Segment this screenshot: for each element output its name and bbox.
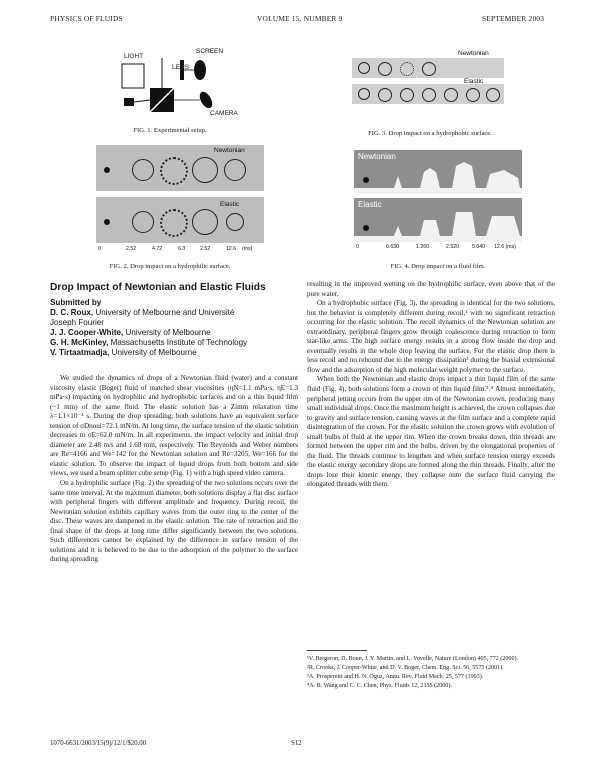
fig2-spread-ring [132,211,154,233]
fig3-drop-ring [400,62,414,76]
fig4-caption: FIG. 4. Drop impact on a fluid film. [390,263,486,270]
fig3-drop-ring [400,88,414,102]
paragraph: We studied the dynamics of drops of a Newtonian fluid (water) and a constant viscosity elastic (Boger) fluid of matched shear viscosities (ηN=1.1 mPa·s, ηE=1.3 mPa·s) impacting on hydrophilic and hydrophobic surfaces and on a thin liquid film (~1 mm) of the same fluid. The elastic solution has a Zimm relaxation time λ=1.1×10⁻⁴ s. During the drop spreading, both solutions have an equivalent surface tension of σDnoui=72.1 mN/m. At long time, the surface tension of the elastic solution decreases to σE=62.0 mN/m. In all experiments, the impact velocity and initial drop diameter are 2.48 m/s and 1.68 mm, respectively. The Reynolds and Weber numbers are Re=4166 and We=142 for the Newtonian solution and Re=3205, We=166 for the elastic solution. To observe the impact of liquid drops from both bottom and side views, we used a beam splitter cube setup (Fig. 1) with a high speed video camera. [50,374,298,478]
fig2-tick: 0 [98,246,101,252]
author-line: Joseph Fourier [50,318,104,327]
fig2-spread-ring [132,159,154,181]
fig2-tick: 2.52 [200,246,211,252]
author-line: G. H. McKinley, Massachusetts Institute of Technology [50,338,248,347]
article-title: Drop Impact of Newtonian and Elastic Fluids [50,282,266,293]
fig3-caption: FIG. 3. Drop impact on a hydrophobic surface. [368,130,492,137]
fig2-tick: (ms) [242,246,253,252]
fig1-label-light: LIGHT [124,53,144,60]
paragraph: On a hydrophobic surface (Fig. 3), the spreading is identical for the two solutions, but the behavior is completely different during recoil,¹ with no significant retraction occurring for the elastic solution. The recoil dynamics of the Newtonian solution are extraordinary, peripheral fingers grow through coalescence during retraction to form star-like arms. The high surface energy results in a strong flow inside the drop and eventually results in the whole drop leaving the surface. For the elastic drop there is less recoil and no rebound due to the energy dissipation² during the biaxial extensional flow and the adsorption of the high molecular weight polymer to the surface. [307,299,555,374]
issue-date: SEPTEMBER 2003 [482,14,545,23]
fig3-drop-ring [378,62,392,76]
fig3-drop-ring [378,88,392,102]
right-column [307,280,555,490]
fig4-tick: 0 [356,244,359,250]
volume-number: VOLUME 15, NUMBER 9 [257,14,343,23]
author-line: D. C. Roux, University of Melbourne and Université [50,308,235,317]
reference-item: ³A. Prosperetti and H. N. Oguz, Annu. Rev. Fluid Mech. 25, 577 (1993). [307,674,484,681]
fig4-row-label-newtonian: Newtonian [358,152,396,161]
fig4-tick: 1.260 [416,244,429,250]
fig2-row-label-elastic: Elastic [220,201,240,208]
fig2-spread-ring [160,209,188,237]
fig2-drop [104,219,110,225]
submitted-by: Submitted by [50,298,102,307]
fig1-label-camera: CAMERA [210,110,238,117]
fig2-tick: 2.52 [126,246,137,252]
fig2-spread-ring [192,209,218,235]
paragraph: On a hydrophilic surface (Fig. 2) the spreading of the two solutions occurs over the same time interval. At the maximum diameter, both solutions display a flat disc surface with peripheral fingers with different amplitude and frequency. During recoil, the Newtonian solution exhibits capillary waves from the outer ring to the center of the disc. These waves are dampened in the elastic solution. The rate of retraction and the final shape of the drops at long time differ significantly between the two solutions. Such differences cannot be explained by the difference in surface tension of the solutions and it is believed to be due to the adsorption of the polymer to the surface during spreading [50,479,298,564]
page-number: S12 [291,740,302,747]
paragraph: resulting in the improved wetting on the hydrophilic surface, even above that of the pure water. [307,280,555,298]
fig2-tick: 6.3 [178,246,186,252]
fig3-drop-ring [444,88,458,102]
references-divider [307,650,367,651]
reference-item: ²R. Crooks, J. Cooper-White, and D. V. Boger, Chem. Eng. Sci. 56, 5575 (2001). [307,665,504,672]
fig3-drop-ring [422,62,436,76]
reference-item: ⁴A. B. Wang and C. C. Chen, Phys. Fluids 12, 2155 (2000). [307,683,452,690]
fig4-tick: 0.630 [386,244,399,250]
references [307,655,555,691]
fig3-row-label-elastic: Elastic [464,78,484,85]
fig4-tick: 5.040 [472,244,485,250]
fig4-tick: 2.520 [446,244,459,250]
footer-code: 1070-6631/2003/15(9)/12/1/$20.00 [50,740,147,747]
fig2-spread-ring [224,159,246,181]
figure-4 [354,150,522,252]
reference-item: ¹V. Bergeron, D. Bonn, J. Y. Martin, and L. Vovelle, Nature (London) 405, 772 (2000). [307,656,519,662]
fig2-tick: 12.6 [226,246,237,252]
journal-name: PHYSICS OF FLUIDS [50,14,123,23]
fig2-tick: 4.72 [152,246,163,252]
figure-2 [96,145,264,255]
fig1-label-screen: SCREEN [196,48,224,55]
fig1-caption: FIG. 1. Experimental setup. [133,127,207,134]
fig3-drop-ring [358,62,370,74]
paragraph: When both the Newtonian and elastic drops impact a thin liquid film of the same fluid (Fig. 4), both solutions form a crown of thin liquid film.³˒⁴ Almost immediately, peripheral jetting occurs from the upper rim of the Newtonian crown, producing many small individual drops. Once the maximum height is achieved, the crown collapses due to gravity and surface tension, causing waves at the film surface and a complete rapid disintegration of the crown. For the elastic solution the crown grows with evolution of small bulbs of fluid at the upper rim. When the crown breaks down, thin threads are formed between the upper rim and the bulbs, driven by the elongational properties of the fluid. The threads continue to lengthen and when surface tension energy exceeds the elastic energy secondary drops are formed along the thin threads. Finally, after the drops lose their kinetic energy, they collapse onto the surface fluid carrying the elongated threads with them. [307,375,555,489]
fig3-drop-ring [486,88,500,102]
fig1-label-lens: LENS [172,64,189,71]
figure-1 [110,48,238,122]
author-line: J. J. Cooper-White, University of Melbourne [50,328,211,337]
fig3-row-label-newtonian: Newtonian [458,50,489,57]
author-line: V. Tirtaatmadja, University of Melbourne [50,348,197,357]
fig4-crown-splashes [354,150,522,242]
fig4-tick: 12.6 (ms) [494,244,516,250]
fig3-drop-ring [358,88,370,100]
fig2-caption: FIG. 2. Drop impact on a hydrophilic surface. [109,263,231,270]
left-column [50,374,298,565]
fig2-drop [104,167,110,173]
fig2-spread-ring [160,157,188,185]
figure-3 [352,50,504,110]
fig4-row-label-elastic: Elastic [358,200,382,209]
fig2-row-label-newtonian: Newtonian [214,147,245,154]
fig3-drop-ring [466,88,480,102]
fig2-spread-ring [192,157,218,183]
fig2-spread-ring [226,213,244,231]
fig3-drop-ring [422,88,436,102]
